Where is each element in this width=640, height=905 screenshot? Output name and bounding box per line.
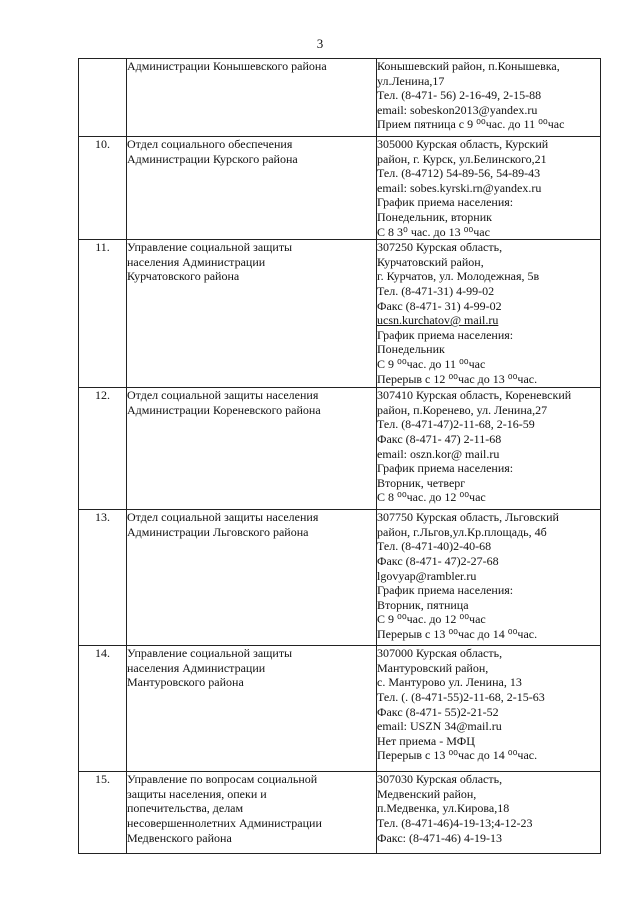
contact-info-line: Тел. (8-471-47)2-11-68, 2-16-59	[377, 417, 535, 432]
agency-name-line: Отдел социальной защиты населения	[127, 510, 319, 525]
agency-name-line: Управление социальной защиты	[127, 240, 293, 255]
contact-info-line: email: sobes.kyrski.rn@yandex.ru	[377, 180, 542, 195]
contact-info-line: Прием пятница с 9 ⁰⁰час. до 11 ⁰⁰час	[377, 117, 565, 132]
contact-info-line: Вторник, четверг	[377, 475, 466, 490]
contact-info-line: Тел. (8-471-46)4-19-13;4-12-23	[377, 815, 533, 830]
contact-info-line: 307750 Курская область, Льговский	[377, 510, 559, 525]
contact-info-line: с. Мантурово ул. Ленина, 13	[377, 675, 522, 690]
contact-info-line: Тел. (8-471- 56) 2-16-49, 2-15-88	[377, 88, 542, 103]
agency-name-line: населения Администрации	[127, 254, 266, 269]
agency-name-line: Администрации Курского района	[127, 151, 298, 166]
agency-name-cell	[127, 240, 377, 388]
page-number: 3	[316, 36, 324, 51]
contact-info-line: Медвенский район,	[377, 786, 477, 801]
agency-name-line: населения Администрации	[127, 660, 266, 675]
contact-info-line: 307030 Курская область,	[377, 772, 503, 787]
contact-info-line: 307250 Курская область,	[377, 240, 503, 255]
contact-info-line: email: sobeskon2013@yandex.ru	[377, 102, 538, 117]
contact-info-line: lgovyap@rambler.ru	[377, 568, 477, 583]
row-number: 10.	[79, 137, 127, 240]
contact-info-line: 307410 Курская область, Кореневский	[377, 388, 572, 403]
contact-info-cell	[377, 59, 601, 137]
agency-name-line: Медвенского района	[127, 830, 232, 845]
table-row	[79, 510, 601, 646]
agency-name-line: Администрации Конышевского района	[127, 59, 327, 73]
row-number: 13.	[79, 510, 127, 646]
contact-info-line: Конышевский район, п.Конышевка,	[377, 59, 560, 73]
agency-name-line: защиты населения, опеки и	[127, 786, 267, 801]
contact-info-line: Вторник, пятница	[377, 597, 469, 612]
agency-name-line: попечительства, делам	[127, 801, 244, 816]
contact-info-line: График приема населения:	[377, 583, 514, 598]
table-row	[79, 772, 601, 854]
contact-info-cell	[377, 137, 601, 240]
contact-info-line: График приема населения:	[377, 327, 514, 342]
agency-name-line: Мантуровского района	[127, 675, 244, 690]
contact-info-line: п.Медвенка, ул.Кирова,18	[377, 801, 510, 816]
agency-name-line: Отдел социальной защиты населения	[127, 388, 319, 403]
contact-info-line: Перерыв с 13 ⁰⁰час до 14 ⁰⁰час.	[377, 748, 538, 763]
contact-info-line: С 8 3⁰ час. до 13 ⁰⁰час	[377, 224, 490, 239]
contact-info-line: Факс (8-471- 55)2-21-52	[377, 704, 499, 719]
agency-name-line: Администрации Льговского района	[127, 524, 309, 539]
row-number: 14.	[79, 646, 127, 772]
contact-info-line: С 8 ⁰⁰час. до 12 ⁰⁰час	[377, 490, 486, 505]
table-row	[79, 240, 601, 388]
contact-info-line: С 9 ⁰⁰час. до 12 ⁰⁰час	[377, 612, 486, 627]
contact-info-line: email: oszn.kor@ mail.ru	[377, 446, 500, 461]
contact-info-line: Факс (8-471- 31) 4-99-02	[377, 298, 502, 313]
contact-info-line: район, г. Курск, ул.Белинского,21	[377, 151, 547, 166]
agency-name-cell	[127, 388, 377, 510]
contact-info-line: Тел. (8-4712) 54-89-56, 54-89-43	[377, 166, 541, 181]
contact-info-cell	[377, 510, 601, 646]
table-row	[79, 646, 601, 772]
agency-name-cell	[127, 59, 377, 137]
contact-info-cell	[377, 240, 601, 388]
contact-info-line: Перерыв с 12 ⁰⁰час до 13 ⁰⁰час.	[377, 371, 538, 386]
contact-info-line: район, г.Льгов,ул.Кр.площадь, 4б	[377, 524, 547, 539]
agency-name-line: несовершеннолетних Администрации	[127, 815, 322, 830]
agency-name-line: Администрации Кореневского района	[127, 402, 321, 417]
table-row	[79, 59, 601, 137]
contact-info-line: Курчатовский район,	[377, 254, 484, 269]
contact-info-line: ucsn.kurchatov@ mail.ru	[377, 313, 499, 328]
contact-info-line: Тел. (8-471-31) 4-99-02	[377, 283, 495, 298]
contact-info-line: 307000 Курская область,	[377, 646, 503, 661]
contact-info-line: Понедельник, вторник	[377, 209, 492, 224]
row-number: 12.	[79, 388, 127, 510]
contact-info-cell	[377, 646, 601, 772]
table-row	[79, 388, 601, 510]
agency-name-line: Отдел социального обеспечения	[127, 137, 293, 151]
table-row	[79, 137, 601, 240]
contact-info-cell	[377, 388, 601, 510]
agency-name-cell	[127, 646, 377, 772]
contact-info-line: 305000 Курская область, Курский	[377, 137, 549, 151]
row-number	[79, 59, 127, 137]
contact-info-line: г. Курчатов, ул. Молодежная, 5в	[377, 269, 540, 284]
contact-info-line: Тел. (8-471-40)2-40-68	[377, 539, 492, 554]
agency-name-cell	[127, 137, 377, 240]
contact-info-line: С 9 ⁰⁰час. до 11 ⁰⁰час	[377, 356, 486, 371]
agency-name-cell	[127, 510, 377, 646]
row-number: 15.	[79, 772, 127, 854]
contact-info-line: email: USZN 34@mail.ru	[377, 719, 502, 734]
social-protection-offices-table	[78, 58, 601, 854]
contact-info-line: Факс (8-471- 47)2-27-68	[377, 553, 499, 568]
agency-name-cell	[127, 772, 377, 854]
row-number: 11.	[79, 240, 127, 388]
contact-info-line: Факс (8-471- 47) 2-11-68	[377, 431, 502, 446]
contact-info-line: ул.Ленина,17	[377, 73, 445, 88]
agency-name-line: Курчатовского района	[127, 269, 240, 284]
contact-info-line: График приема населения:	[377, 195, 514, 210]
contact-info-line: Перерыв с 13 ⁰⁰час до 14 ⁰⁰час.	[377, 626, 538, 641]
contact-info-line: Мантуровский район,	[377, 660, 489, 675]
contact-info-line: Тел. (. (8-471-55)2-11-68, 2-15-63	[377, 689, 545, 704]
contact-info-line: Факс: (8-471-46) 4-19-13	[377, 830, 502, 845]
contact-info-line: Понедельник	[377, 342, 445, 357]
contact-info-cell	[377, 772, 601, 854]
agency-name-line: Управление по вопросам социальной	[127, 772, 318, 787]
contact-info-line: район, п.Коренево, ул. Ленина,27	[377, 402, 548, 417]
contact-info-line: Нет приема - МФЦ	[377, 733, 475, 748]
agency-name-line: Управление социальной защиты	[127, 646, 293, 661]
contact-info-line: График приема населения:	[377, 461, 514, 476]
